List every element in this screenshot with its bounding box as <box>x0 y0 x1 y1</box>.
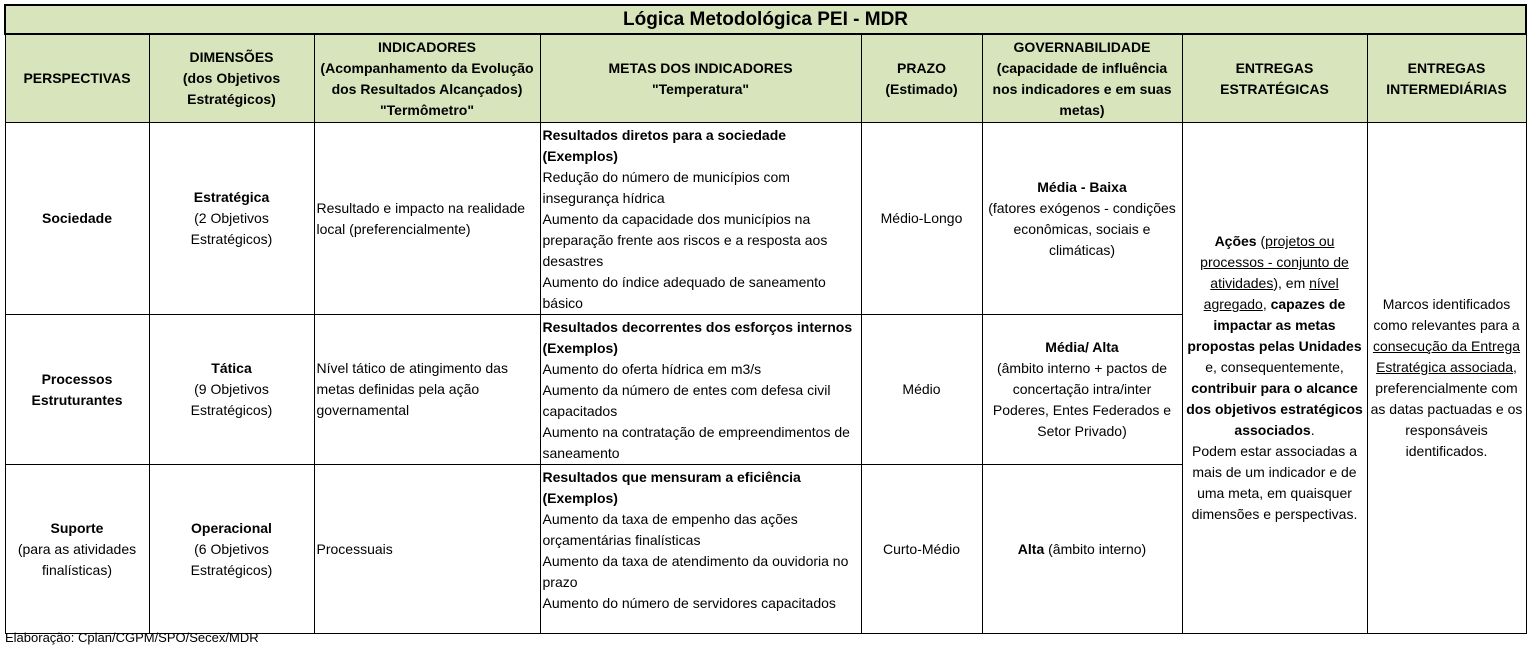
list-item: Aumento do número de servidores capacitados <box>542 595 836 611</box>
cell-metas: Resultados diretos para a sociedade (Exemplos) Redução do número de municípios com insegurança hídrica Aumento da capacidade dos municípios na preparação frente aos riscos e a resposta aos desastres Aumento do índice adequado de saneamento básico <box>540 123 861 315</box>
list-item: Aumento da taxa de empenho das ações orçamentárias finalísticas <box>542 511 798 548</box>
header-indicadores: INDICADORES (Acompanhamento da Evolução dos Resultados Alcançados) "Termômetro" <box>314 34 540 123</box>
cell-prazo: Médio <box>861 315 982 465</box>
cell-indicador: Resultado e impacto na realidade local (preferencialmente) <box>314 123 540 315</box>
cell-metas: Resultados que mensuram a eficiência (Exemplos) Aumento da taxa de empenho das ações orçamentárias finalísticas Aumento da taxa de atendimento da ouvidoria no prazo Aumento do número de servidores capacitados <box>540 465 861 634</box>
cell-perspectiva: Suporte (para as atividades finalísticas) <box>5 465 149 634</box>
cell-indicador: Processuais <box>314 465 540 634</box>
list-item: Aumento na contratação de empreendimentos de saneamento <box>542 424 850 461</box>
cell-indicador: Nível tático de atingimento das metas definidas pela ação governamental <box>314 315 540 465</box>
cell-metas: Resultados decorrentes dos esforços internos (Exemplos) Aumento do oferta hídrica em m3/s Aumento da número de entes com defesa civil capacitados Aumento na contratação de empreendimentos de saneamento <box>540 315 861 465</box>
table-title: Lógica Metodológica PEI - MDR <box>5 5 1526 34</box>
list-item: Aumento do índice adequado de saneamento básico <box>542 274 826 311</box>
header-dimensoes: DIMENSÕES (dos Objetivos Estratégicos) <box>149 34 314 123</box>
cell-dimensao: Estratégica (2 Objetivos Estratégicos) <box>149 123 314 315</box>
cell-dimensao: Tática (9 Objetivos Estratégicos) <box>149 315 314 465</box>
pei-logic-table <box>4 4 1527 634</box>
cell-dimensao: Operacional (6 Objetivos Estratégicos) <box>149 465 314 634</box>
cell-governabilidade: Média - Baixa (fatores exógenos - condições econômicas, sociais e climáticas) <box>982 123 1182 315</box>
header-entregas-estrategicas: ENTREGAS ESTRATÉGICAS <box>1182 34 1367 123</box>
list-item: Aumento da número de entes com defesa civil capacitados <box>542 382 831 419</box>
cell-entregas-intermediarias: Marcos identificados como relevantes para a consecução da Entrega Estratégica associada, preferencialmente com as datas pactuadas e os responsáveis identificados. <box>1367 123 1526 634</box>
header-entregas-intermediarias: ENTREGAS INTERMEDIÁRIAS <box>1367 34 1526 123</box>
cell-perspectiva: Sociedade <box>5 123 149 315</box>
list-item: Aumento do oferta hídrica em m3/s <box>542 361 762 377</box>
cell-prazo: Curto-Médio <box>861 465 982 634</box>
list-item: Redução do número de municípios com insegurança hídrica <box>542 169 790 206</box>
cell-governabilidade: Alta (âmbito interno) <box>982 465 1182 634</box>
source-footer: Elaboração: Cplan/CGPM/SPO/Secex/MDR <box>5 630 259 645</box>
cell-perspectiva: Processos Estruturantes <box>5 315 149 465</box>
header-prazo: PRAZO (Estimado) <box>861 34 982 123</box>
table-row <box>5 123 1526 315</box>
header-metas: METAS DOS INDICADORES "Temperatura" <box>540 34 861 123</box>
cell-entregas-estrategicas: Ações (projetos ou processos - conjunto de atividades), em nível agregado, capazes de impactar as metas propostas pelas Unidades e, consequentemente, contribuir para o alcance dos objetivos estratégicos associados. Podem estar associadas a mais de um indicador e de uma meta, em quaisquer dimensões e perspectivas. <box>1182 123 1367 634</box>
header-governabilidade: GOVERNABILIDADE (capacidade de influência nos indicadores e em suas metas) <box>982 34 1182 123</box>
list-item: Aumento da capacidade dos municípios na preparação frente aos riscos e a resposta aos desastres <box>542 211 828 269</box>
header-perspectivas: PERSPECTIVAS <box>5 34 149 123</box>
cell-governabilidade: Média/ Alta (âmbito interno + pactos de concertação intra/inter Poderes, Entes Federados e Setor Privado) <box>982 315 1182 465</box>
list-item: Aumento da taxa de atendimento da ouvidoria no prazo <box>542 553 849 590</box>
cell-prazo: Médio-Longo <box>861 123 982 315</box>
